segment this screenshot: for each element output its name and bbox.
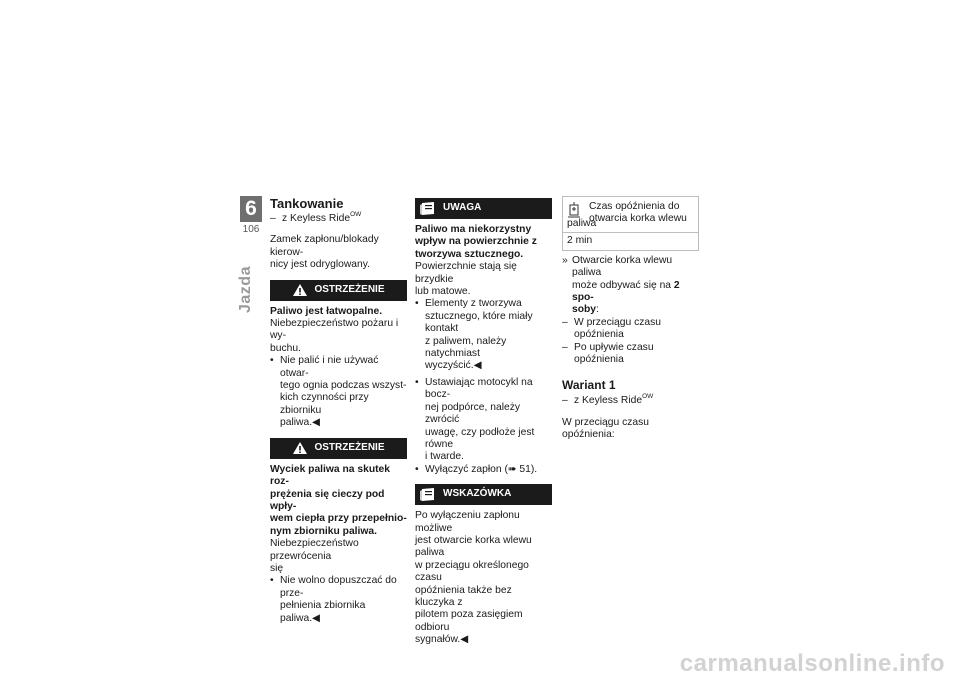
intro-line: Zamek zapłonu/blokady kierow- <box>270 234 379 258</box>
hint-text: pilotem poza zasięgiem odbioru <box>415 609 523 633</box>
warning-title: nym zbiorniku paliwa. <box>270 525 377 537</box>
variant-title: Wariant 1 <box>562 378 616 393</box>
manual-book-icon <box>419 487 437 502</box>
caution-title: wpływ na powierzchnie z <box>415 236 537 248</box>
manual-book-icon <box>419 201 437 216</box>
warning-title: prężenia się cieczy pod wpły- <box>270 488 385 512</box>
caution-label: UWAGA <box>443 202 482 214</box>
keyless-line: – z Keyless Ride$^{OW}$ <box>562 393 654 407</box>
warning-title: wem ciepła przy przepełnio- <box>270 513 407 525</box>
option-item: – Po upływie czasu opóźnienia <box>562 341 654 366</box>
keyless-label: z Keyless Ride <box>282 213 351 224</box>
warning-label: OSTRZEŻENIE <box>314 283 385 295</box>
spec-value: 2 min <box>563 232 698 249</box>
list-item: • Wyłączyć zapłon (➠ 51). <box>415 463 538 475</box>
hint-text: opóźnienia także bez kluczyka z <box>415 584 512 608</box>
warning-title: Wyciek paliwa na skutek roz- <box>270 463 390 488</box>
keyless-line: – z Keyless Ride$^{OW}$ <box>270 211 362 224</box>
spec-label: Czas opóźnienia do <box>589 201 680 212</box>
section-title: Tankowanie <box>270 196 344 211</box>
caution-header <box>415 198 552 219</box>
warning-text: buchu. <box>270 342 301 354</box>
warning-triangle-icon <box>292 441 308 455</box>
list-item: • Nie palić i nie używać otwar- tego ognia podczas wszyst- kich czynności przy zbiorniku paliwa.◀ <box>270 355 407 429</box>
spec-table <box>562 196 699 251</box>
warning-text: Niebezpieczeństwo pożaru i wy- <box>270 318 399 342</box>
hint-text: w przeciągu określonego czasu <box>415 559 529 584</box>
page-number: 106 <box>242 224 260 235</box>
caution-text: lub matowe. <box>415 286 471 298</box>
column-1 <box>270 196 407 625</box>
chapter-marker <box>240 196 262 236</box>
hint-text: jest otwarcie korka wlewu paliwa <box>415 534 532 559</box>
caution-title: tworzywa sztucznego. <box>415 248 524 260</box>
warning-triangle-icon <box>292 283 308 297</box>
variant-text: W przeciągu czasu opóźnienia: <box>562 416 649 441</box>
list-item: • Nie wolno dopuszczać do prze- pełnienia zbiornika paliwa.◀ <box>270 575 397 624</box>
caution-text: Powierzchnie stają się brzydkie <box>415 261 517 285</box>
watermark: carmanualsonline.info <box>679 649 945 677</box>
column-3 <box>562 196 699 442</box>
caution-title: Paliwo ma niekorzystny <box>415 224 532 235</box>
spec-label: paliwa <box>567 218 597 229</box>
spec-label: otwarcia korka wlewu <box>589 213 687 225</box>
step-item: » Otwarcie korka wlewu paliwa może odbywać się na 2 spo- soby: <box>562 254 680 316</box>
warning-text: się <box>270 562 284 574</box>
chapter-title: Jazda <box>237 266 254 313</box>
list-item: • Elementy z tworzywa sztucznego, które miały kontakt z paliwem, należy natychmiast wyczyścić.◀ <box>415 298 533 372</box>
chapter-number: 6 <box>240 196 262 222</box>
hint-header <box>415 484 552 505</box>
hint-text: Po wyłączeniu zapłonu możliwe <box>415 510 520 534</box>
keyless-sup: OW <box>350 211 362 218</box>
warning-header <box>270 438 407 459</box>
list-item: • Ustawiając motocykl na bocz- nej podpórce, należy zwrócić uwagę, czy podłoże jest równe i twarde. <box>415 376 535 463</box>
fuel-cap-timer-icon <box>567 201 583 219</box>
warning-label: OSTRZEŻENIE <box>314 441 385 453</box>
warning-text: Niebezpieczeństwo przewrócenia <box>270 538 359 562</box>
warning-header <box>270 280 407 301</box>
hint-text: sygnałów.◀ <box>415 634 469 646</box>
intro-line: nicy jest odryglowany. <box>270 259 370 271</box>
column-2 <box>415 196 552 647</box>
hint-label: WSKAZÓWKA <box>443 488 512 500</box>
option-item: – W przeciągu czasu opóźnienia <box>562 316 661 341</box>
warning-title: Paliwo jest łatwopalne. <box>270 305 383 317</box>
